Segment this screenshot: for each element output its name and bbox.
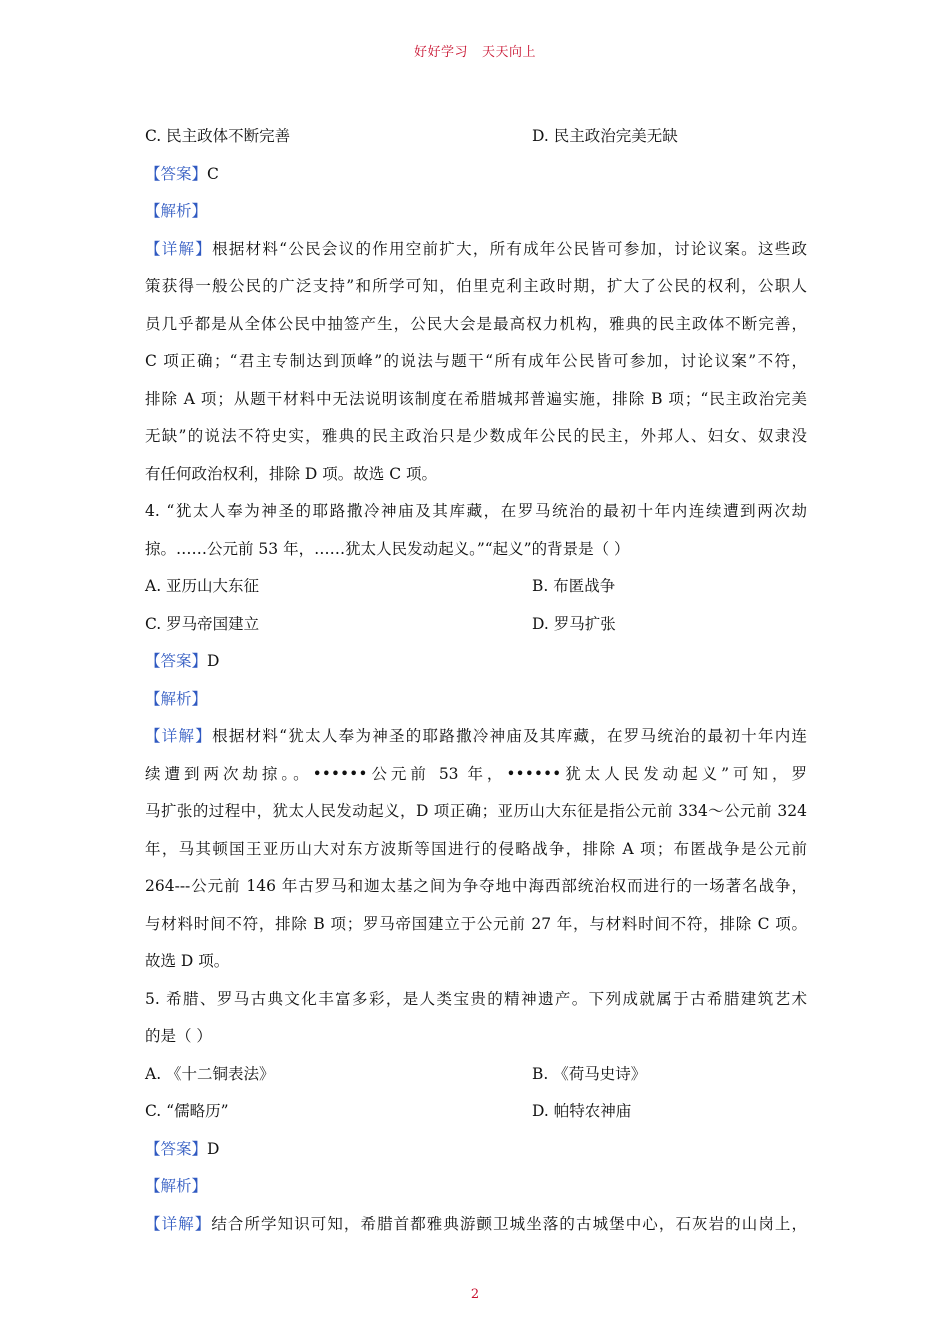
q4-detail-line [145,718,807,756]
detail-tag: 【详解】 [145,727,213,745]
q5-options-row-ab [145,1056,807,1094]
q3-detail-line: 有任何政治权利，排除 D 项。故选 C 项。 [145,464,437,483]
q3-detail-line: 无缺”的说法不符史实，雅典的民主政治只是少数成年公民的民主，外邦人、妇女、奴隶没 [145,427,807,445]
q4-option-a: A. 亚历山大东征 [145,577,260,595]
q3-analysis-tag: 【解析】 [145,202,208,220]
q4-option-d: D. 罗马扩张 [532,614,616,633]
answer-tag: 【答案】 [145,652,208,670]
answer-tag: 【答案】 [145,164,208,183]
q3-detail-line: 策获得一般公民的广泛支持”和所学可知，伯里克利主政时期，扩大了公民的权利，公职人 [145,277,807,295]
q3-detail-line: 员几乎都是从全体公民中抽签产生，公民大会是最高权力机构，雅典的民主政体不断完善， [145,314,807,333]
q3-detail-line [145,231,807,269]
detail-text: 根据材料“公民会议的作用空前扩大，所有成年公民皆可参加，讨论议案。这些政 [212,239,807,258]
answer-tag: 【答案】 [145,1139,208,1158]
q4-detail-line: 马扩张的过程中，犹太人民发动起义，D 项正确；亚历山大东征是指公元前 334～公元前 324 [145,802,807,820]
q4-detail-line: 续遭到两次劫掠。。••••••公元前 53 年，••••••犹太人民发动起义”可知，罗 [145,764,807,783]
detail-tag: 【详解】 [145,1214,212,1233]
q4-detail-line: 264---公元前 146 年古罗马和迦太基之间为争夺地中海西部统治权而进行的一场著名战争， [145,877,807,895]
detail-tag: 【详解】 [145,239,213,258]
q5-stem-line: 5. 希腊、罗马古典文化丰富多彩，是人类宝贵的精神遗产。下列成就属于古希腊建筑艺术 [145,989,807,1008]
page-content [145,118,807,1243]
q4-answer [145,643,807,681]
detail-text: 根据材料“犹太人奉为神圣的耶路撒冷神庙及其库藏，在罗马统治的最初十年内连 [212,727,807,745]
q5-option-b: B. 《荷马史诗》 [532,1064,647,1083]
q3-option-c: C. 民主政体不断完善 [145,127,291,145]
q5-options-row-cd [145,1093,807,1131]
q4-stem-line: 4. “犹太人奉为神圣的耶路撒冷神庙及其库藏，在罗马统治的最初十年内连续遭到两次劫 [145,502,807,520]
q4-detail-line: 故选 D 项。 [145,952,230,970]
q4-option-c: C. 罗马帝国建立 [145,614,260,633]
answer-value: C [207,164,219,183]
q4-options-row-ab [145,568,807,606]
page-header: 好好学习 天天向上 [414,45,536,60]
q5-detail-line [145,1206,807,1244]
q4-detail-line: 与材料时间不符，排除 B 项；罗马帝国建立于公元前 27 年，与材料时间不符，排除 C 项。 [145,914,807,933]
page-number: 2 [470,1287,480,1302]
q4-option-b: B. 布匿战争 [532,577,616,595]
q4-stem-line: 掠。……公元前 53 年，……犹太人民发动起义。”“起义”的背景是（ ） [145,539,630,558]
q3-option-d: D. 民主政治完美无缺 [532,127,678,145]
q3-detail-line: 排除 A 项；从题干材料中无法说明该制度在希腊城邦普遍实施，排除 B 项；“民主政治完美 [145,389,807,408]
q5-option-d: D. 帕特农神庙 [532,1102,632,1120]
q5-answer [145,1131,807,1169]
q3-detail-line: C 项正确；“君主专制达到顶峰”的说法与题干“所有成年公民皆可参加，讨论议案”不符， [145,352,807,370]
q5-option-c: C. “儒略历” [145,1102,229,1120]
q4-detail-line: 年，马其顿国王亚历山大对东方波斯等国进行的侵略战争，排除 A 项；布匿战争是公元前 [145,839,807,858]
q5-stem-line: 的是（ ） [145,1027,212,1045]
q4-analysis-tag: 【解析】 [145,689,208,708]
answer-value: D [207,652,220,670]
q3-answer [145,156,807,194]
q5-analysis-tag: 【解析】 [145,1177,208,1195]
q4-options-row-cd [145,606,807,644]
answer-value: D [207,1139,220,1158]
q5-option-a: A. 《十二铜表法》 [145,1064,275,1083]
detail-text: 结合所学知识可知，希腊首都雅典游颤卫城坐落的古城堡中心，石灰岩的山岗上， [211,1214,807,1233]
q3-options-row-cd [145,118,807,156]
